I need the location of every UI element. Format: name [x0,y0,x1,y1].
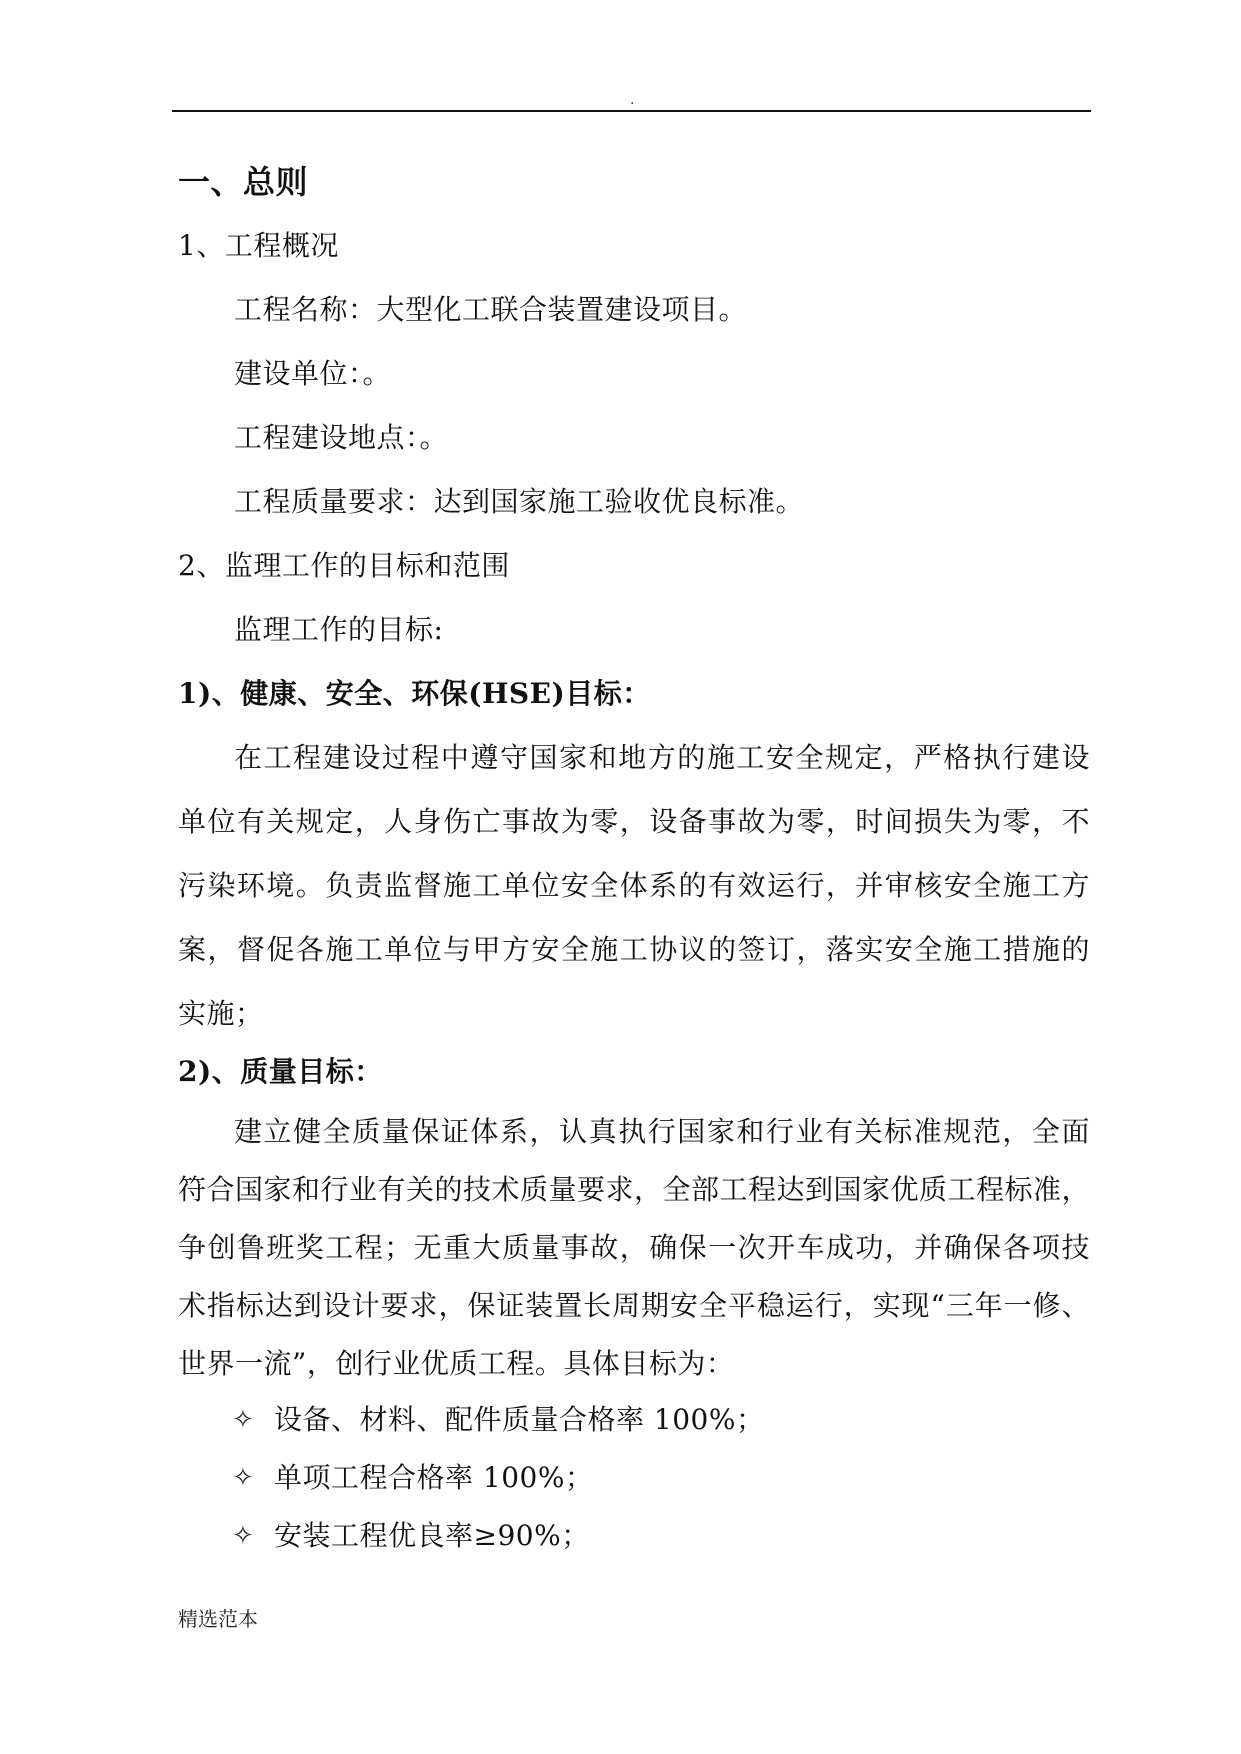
quality-line: 符合国家和行业有关的技术质量要求，全部工程达到国家优质工程标准， [178,1173,1091,1206]
goals-heading: 2、监理工作的目标和范围 [178,549,510,582]
section-title: 一、总则 [178,163,309,201]
goals-intro: 监理工作的目标: [234,613,444,646]
project-name: 工程名称：大型化工联合装置建设项目。 [234,293,748,326]
hse-line: 单位有关规定，人身伤亡事故为零，设备事故为零，时间损失为零，不 [178,805,1090,838]
target-item: 安装工程优良率≥90%； [274,1519,590,1552]
quality-line: 建立健全质量保证体系，认真执行国家和行业有关标准规范，全面 [234,1115,1090,1148]
target-item: 设备、材料、配件质量合格率 100%； [274,1403,765,1436]
diamond-bullet-icon: ✧ [232,1463,254,1493]
project-location: 工程建设地点：。 [234,421,449,454]
diamond-bullet-icon: ✧ [232,1405,254,1435]
project-owner: 建设单位：。 [234,357,392,390]
quality-heading: 2)、质量目标： [178,1055,383,1088]
quality-line: 世界一流”，创行业优质工程。具体目标为： [178,1347,735,1380]
diamond-bullet-icon: ✧ [232,1521,254,1551]
hse-line: 污染环境。负责监督施工单位安全体系的有效运行，并审核安全施工方 [178,869,1090,902]
footer-label: 精选范本 [178,1607,258,1631]
quality-line: 争创鲁班奖工程；无重大质量事故，确保一次开车成功，并确保各项技 [178,1231,1090,1264]
hse-line: 案，督促各施工单位与甲方安全施工协议的签订，落实安全施工措施的 [178,933,1090,966]
header-rule [172,110,1091,112]
hse-line: 实施； [178,997,264,1030]
target-item: 单项工程合格率 100%； [274,1461,594,1494]
hse-line: 在工程建设过程中遵守国家和地方的施工安全规定，严格执行建设 [234,741,1090,774]
hse-heading: 1)、健康、安全、环保(HSE)目标： [178,677,651,710]
overview-heading: 1、工程概况 [178,229,339,262]
quality-requirement: 工程质量要求：达到国家施工验收优良标准。 [234,485,805,518]
header-mark: . [630,92,635,108]
quality-line: 术指标达到设计要求，保证装置长周期安全平稳运行，实现“三年一修、 [178,1289,1090,1322]
